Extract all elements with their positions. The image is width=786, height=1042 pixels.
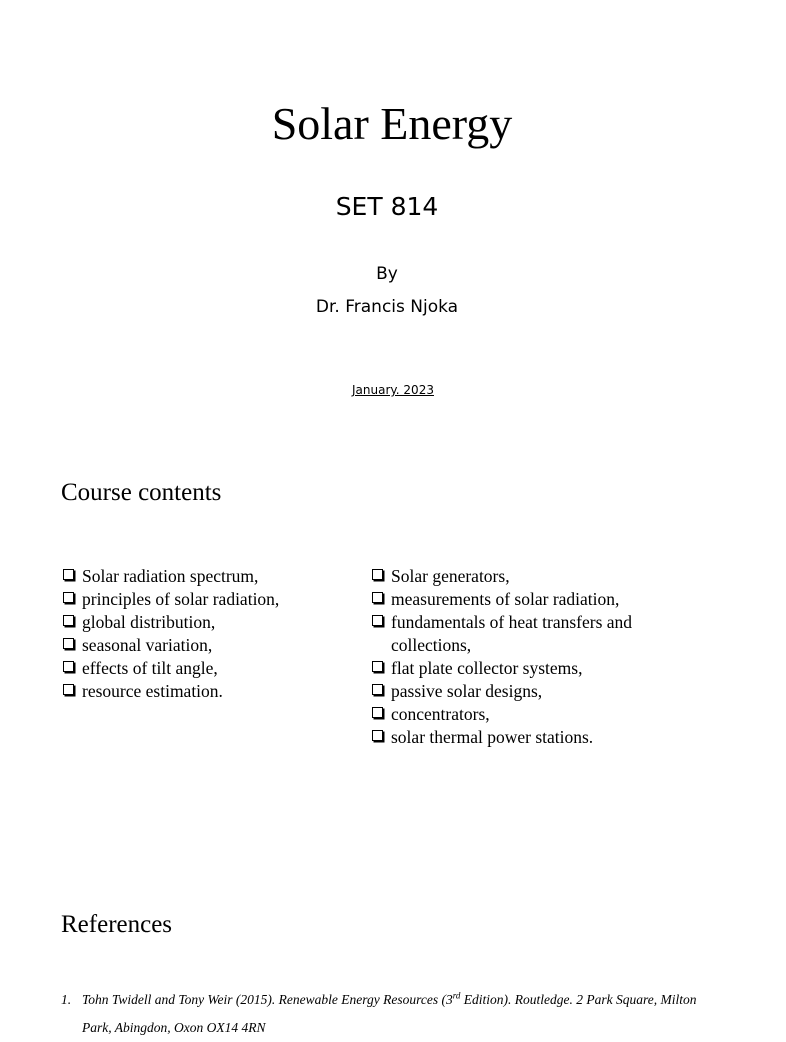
- list-item-text: global distribution,: [82, 612, 216, 632]
- list-item-text: resource estimation.: [82, 681, 223, 701]
- reference-text-continued: Edition). Routledge. 2 Park Square, Milton Park, Abingdon, Oxon OX14 4RN: [82, 992, 697, 1035]
- list-item: [61, 565, 361, 588]
- list-item: [370, 565, 670, 588]
- course-contents-right-list: [370, 565, 670, 749]
- list-item-text: Solar radiation spectrum,: [82, 566, 259, 586]
- list-item-text: seasonal variation,: [82, 635, 213, 655]
- date-text: January. 2023: [352, 383, 434, 397]
- checkbox-icon: [372, 707, 383, 718]
- list-item-text: flat plate collector systems,: [391, 658, 583, 678]
- list-item: [370, 703, 670, 726]
- checkbox-icon: [372, 684, 383, 695]
- list-item: [61, 634, 361, 657]
- checkbox-icon: [63, 569, 74, 580]
- checkbox-icon: [372, 592, 383, 603]
- list-item-text: principles of solar radiation,: [82, 589, 280, 609]
- reference-superscript: rd: [452, 990, 461, 1001]
- checkbox-icon: [63, 615, 74, 626]
- list-item: [370, 657, 670, 680]
- checkbox-icon: [372, 615, 383, 626]
- list-item-text: effects of tilt angle,: [82, 658, 218, 678]
- list-item: [370, 588, 670, 611]
- checkbox-icon: [372, 730, 383, 741]
- list-item: [61, 680, 361, 703]
- references-list: [61, 986, 721, 1042]
- checkbox-icon: [372, 569, 383, 580]
- checkbox-icon: [63, 684, 74, 695]
- reference-number: 1.: [61, 992, 72, 1007]
- checkbox-icon: [63, 661, 74, 672]
- course-contents-heading: Course contents: [61, 479, 222, 506]
- references-heading: References: [61, 911, 173, 938]
- list-item: [61, 588, 361, 611]
- list-item: [370, 680, 670, 703]
- course-contents-left-list: [61, 565, 361, 703]
- reference-item: [61, 986, 721, 1042]
- list-item-text: fundamentals of heat transfers and collections,: [391, 612, 633, 655]
- checkbox-icon: [63, 638, 74, 649]
- list-item: [370, 611, 670, 657]
- list-item-text: concentrators,: [391, 704, 490, 724]
- list-item-text: solar thermal power stations.: [391, 727, 594, 747]
- list-item-text: Solar generators,: [391, 566, 510, 586]
- list-item: [370, 726, 670, 749]
- reference-text: Tohn Twidell and Tony Weir (2015). Renewable Energy Resources (3: [82, 992, 453, 1007]
- list-item-text: measurements of solar radiation,: [391, 589, 620, 609]
- list-item: [61, 657, 361, 680]
- author-name: Dr. Francis Njoka: [315, 297, 459, 317]
- list-item-text: passive solar designs,: [391, 681, 543, 701]
- course-code: SET 814: [335, 192, 439, 221]
- document-date: [0, 381, 786, 399]
- checkbox-icon: [63, 592, 74, 603]
- list-item: [61, 611, 361, 634]
- checkbox-icon: [372, 661, 383, 672]
- by-label: By: [376, 264, 398, 284]
- document-title: Solar Energy: [271, 98, 513, 149]
